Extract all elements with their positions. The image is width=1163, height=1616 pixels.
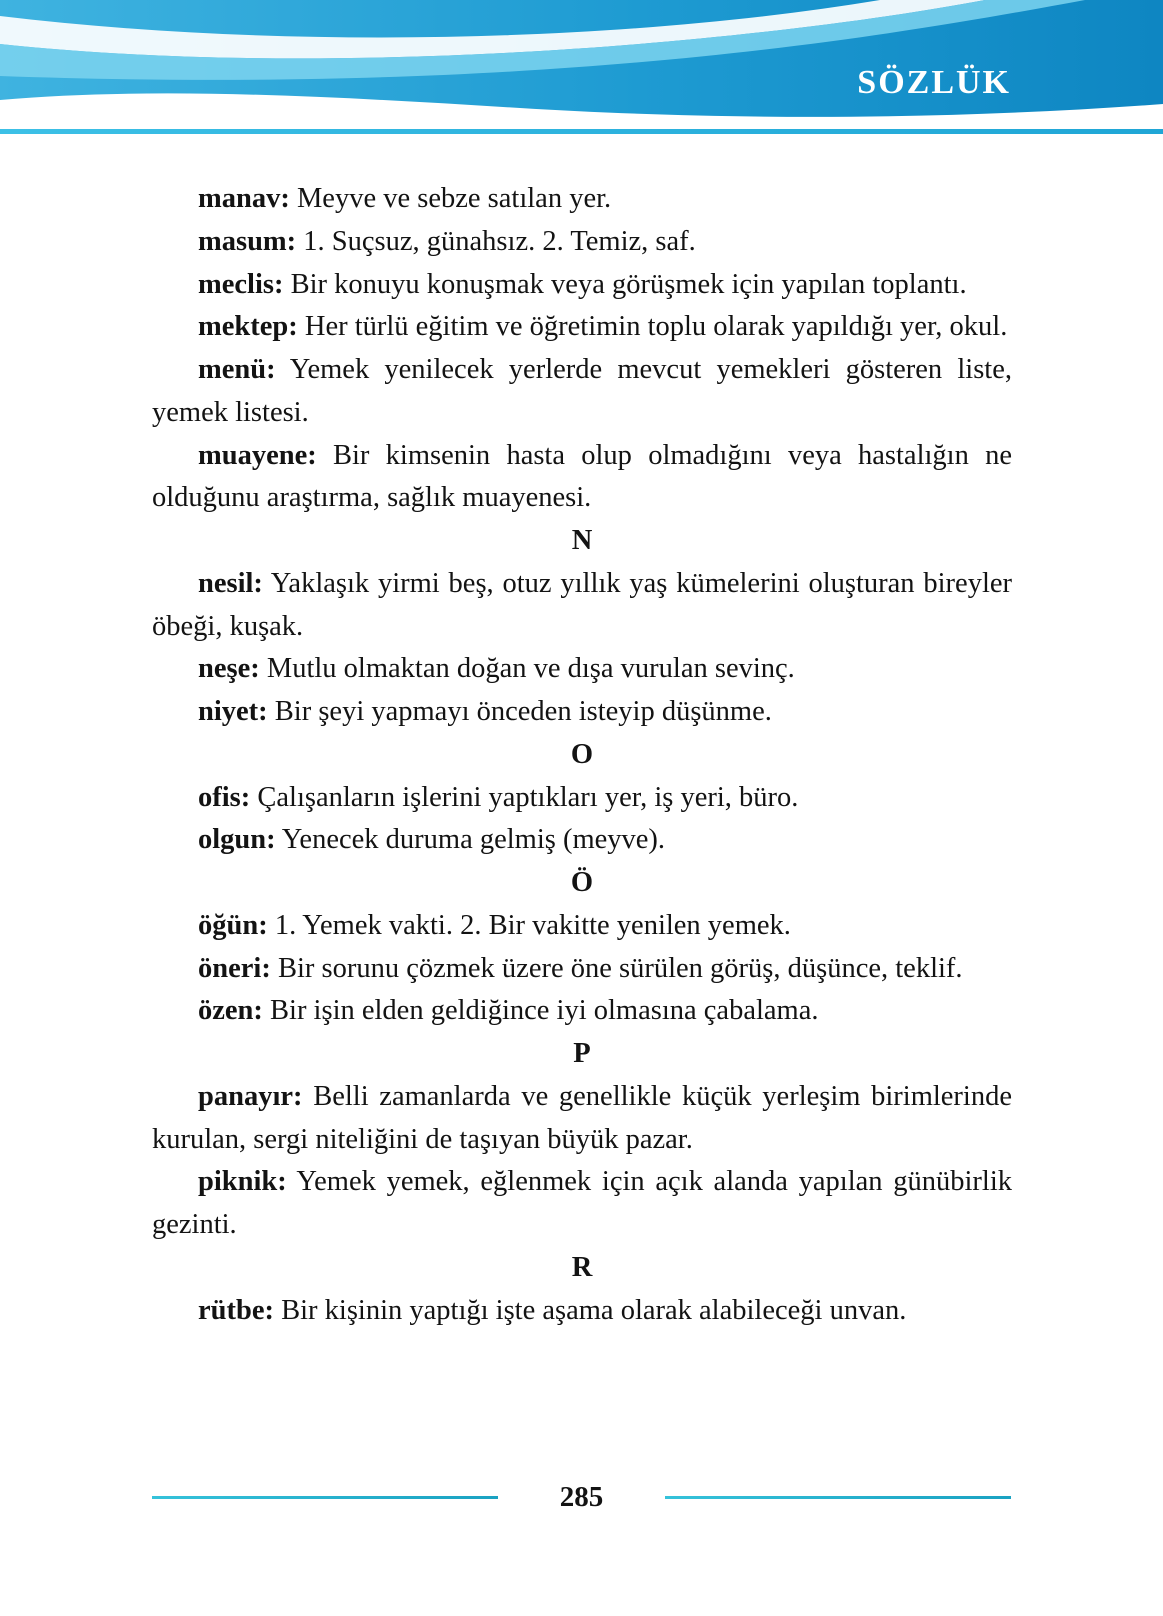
entry-term: öğün:: [198, 909, 268, 941]
section-letter: N: [571, 525, 593, 556]
entry-term: olgun:: [198, 824, 276, 856]
entry-term: manav:: [198, 183, 290, 214]
entry-definition: Çalışanların işlerini yaptıkları yer, iş yeri, büro.: [257, 781, 799, 813]
entry-definition: 1. Suçsuz, günahsız. 2. Temiz, saf.: [303, 225, 696, 257]
dictionary-entry: [152, 1290, 1012, 1333]
header-rule: [0, 129, 1163, 134]
entry-definition: Bir kişinin yaptığı işte aşama olarak alabileceği unvan.: [281, 1294, 907, 1326]
entry-definition: 1. Yemek vakti. 2. Bir vakitte yenilen yemek.: [274, 909, 791, 941]
page-header: [0, 0, 1163, 134]
header-wave-graphic: [0, 0, 1163, 122]
entry-term: masum:: [198, 225, 297, 257]
entry-term: niyet:: [198, 696, 268, 727]
entry-definition: Yenecek duruma gelmiş (meyve).: [281, 824, 666, 856]
dictionary-entry: [152, 1076, 1012, 1162]
entry-definition: Bir konuyu konuşmak veya görüşmek için yapılan toplantı.: [290, 268, 967, 300]
entry-term: piknik:: [198, 1166, 287, 1198]
dictionary-entry: [152, 990, 1012, 1033]
dictionary-entry: [152, 648, 1012, 691]
entry-term: özen:: [198, 995, 263, 1027]
dictionary-entry: [152, 435, 1012, 521]
entry-term: nesil:: [198, 567, 263, 599]
section-letter: P: [573, 1038, 591, 1069]
entry-term: öneri:: [198, 952, 271, 984]
footer-rule-right: [665, 1496, 1011, 1499]
entry-definition: Bir sorunu çözmek üzere öne sürülen görüş, düşünce, teklif.: [277, 952, 963, 984]
footer-rule-left: [152, 1496, 498, 1499]
section-letter: R: [571, 1251, 593, 1283]
entry-definition: Bir şeyi yapmayı önceden isteyip düşünme.: [274, 696, 772, 727]
entry-definition: Mutlu olmaktan doğan ve dışa vurulan sevinç.: [266, 653, 795, 685]
dictionary-entry: [152, 777, 1012, 820]
dictionary-entry: [152, 178, 1012, 221]
dictionary-entry: [152, 264, 1012, 307]
page-number: 285: [559, 1481, 604, 1513]
entry-term: muayene:: [198, 439, 317, 471]
entry-term: ofis:: [198, 781, 251, 813]
entry-term: panayır:: [198, 1080, 303, 1112]
dictionary-entry: [152, 1161, 1012, 1247]
dictionary-entry: [152, 819, 1012, 862]
dictionary-entry: [152, 948, 1012, 991]
entry-definition: Meyve ve sebze satılan yer.: [296, 183, 612, 214]
entry-term: rütbe:: [198, 1294, 274, 1326]
dictionary-entry: [152, 221, 1012, 264]
entry-definition: Yemek yemek, eğlenmek için açık alanda yapılan günübirlik gezinti.: [152, 1166, 1012, 1240]
entry-definition: Yaklaşık yirmi beş, otuz yıllık yaş kümelerini oluşturan bireyler öbeği, kuşak.: [152, 567, 1012, 642]
section-letter: Ö: [570, 867, 594, 898]
entry-definition: Yemek yenilecek yerlerde mevcut yemekleri gösteren liste, yemek listesi.: [152, 354, 1012, 428]
entry-definition: Her türlü eğitim ve öğretimin toplu olarak yapıldığı yer, okul.: [304, 311, 1008, 343]
dictionary-page-body: [0, 134, 1163, 1483]
entry-definition: Bir işin elden geldiğince iyi olmasına çabalama.: [270, 995, 819, 1027]
dictionary-entry: [152, 563, 1012, 649]
entry-term: mektep:: [198, 311, 298, 343]
page-title: SÖZLÜK: [857, 64, 1011, 101]
dictionary-entry: [152, 691, 1012, 734]
dictionary-entry: [152, 905, 1012, 948]
dictionary-entry: [152, 306, 1012, 349]
entry-term: meclis:: [198, 268, 284, 300]
entry-definition: Belli zamanlarda ve genellikle küçük yerleşim birimlerinde kurulan, sergi niteliğini de taşıyan büyük pazar.: [152, 1080, 1012, 1155]
page-footer: [0, 1483, 1163, 1512]
dictionary-entry: [152, 349, 1012, 435]
section-letter: O: [570, 738, 594, 770]
entry-definition: Bir kimsenin hasta olup olmadığını veya hastalığın ne olduğunu araştırma, sağlık muayenesi.: [152, 439, 1012, 514]
entry-term: neşe:: [198, 653, 260, 685]
entry-term: menü:: [198, 354, 276, 385]
